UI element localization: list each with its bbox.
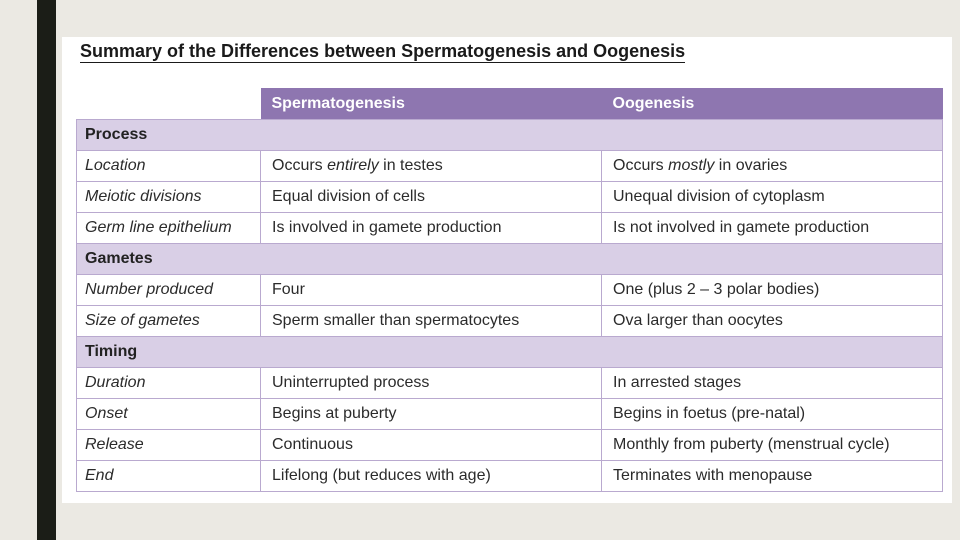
oogenesis-cell: Occurs mostly in ovaries — [602, 151, 943, 182]
emphasis-text: entirely — [327, 157, 379, 174]
row-label: Onset — [77, 399, 261, 430]
header-blank — [77, 88, 261, 120]
left-accent-bar — [37, 0, 56, 540]
row-label: Location — [77, 151, 261, 182]
table-row — [77, 430, 943, 461]
spermatogenesis-cell: Lifelong (but reduces with age) — [261, 461, 602, 492]
table-row — [77, 151, 943, 182]
row-label: Size of gametes — [77, 306, 261, 337]
section-row-process — [77, 120, 943, 151]
header-row — [77, 88, 943, 120]
spermatogenesis-cell: Continuous — [261, 430, 602, 461]
oogenesis-cell: Terminates with menopause — [602, 461, 943, 492]
oogenesis-cell: Monthly from puberty (menstrual cycle) — [602, 430, 943, 461]
emphasis-text: mostly — [668, 157, 715, 174]
row-label: Meiotic divisions — [77, 182, 261, 213]
table-row — [77, 182, 943, 213]
oogenesis-cell: One (plus 2 – 3 polar bodies) — [602, 275, 943, 306]
table-title: Summary of the Differences between Spermatogenesis and Oogenesis — [80, 41, 686, 61]
spermatogenesis-cell: Sperm smaller than spermatocytes — [261, 306, 602, 337]
section-row-gametes — [77, 244, 943, 275]
spermatogenesis-cell: Is involved in gamete production — [261, 213, 602, 244]
table-row — [77, 275, 943, 306]
row-label: Duration — [77, 368, 261, 399]
table-row — [77, 461, 943, 492]
table-row — [77, 368, 943, 399]
oogenesis-cell: Begins in foetus (pre-natal) — [602, 399, 943, 430]
table-row — [77, 306, 943, 337]
spermatogenesis-cell: Begins at puberty — [261, 399, 602, 430]
spermatogenesis-cell: Occurs entirely in testes — [261, 151, 602, 182]
section-label: Timing — [77, 337, 943, 368]
table-row — [77, 213, 943, 244]
oogenesis-cell: Unequal division of cytoplasm — [602, 182, 943, 213]
oogenesis-cell: Ova larger than oocytes — [602, 306, 943, 337]
differences-table — [76, 88, 943, 492]
header-oogenesis: Oogenesis — [602, 88, 943, 120]
row-label: Germ line epithelium — [77, 213, 261, 244]
section-label: Gametes — [77, 244, 943, 275]
header-spermatogenesis: Spermatogenesis — [261, 88, 602, 120]
spermatogenesis-cell: Equal division of cells — [261, 182, 602, 213]
spermatogenesis-cell: Uninterrupted process — [261, 368, 602, 399]
section-row-timing — [77, 337, 943, 368]
row-label: End — [77, 461, 261, 492]
oogenesis-cell: Is not involved in gamete production — [602, 213, 943, 244]
section-label: Process — [77, 120, 943, 151]
table-row — [77, 399, 943, 430]
spermatogenesis-cell: Four — [261, 275, 602, 306]
row-label: Number produced — [77, 275, 261, 306]
row-label: Release — [77, 430, 261, 461]
oogenesis-cell: In arrested stages — [602, 368, 943, 399]
